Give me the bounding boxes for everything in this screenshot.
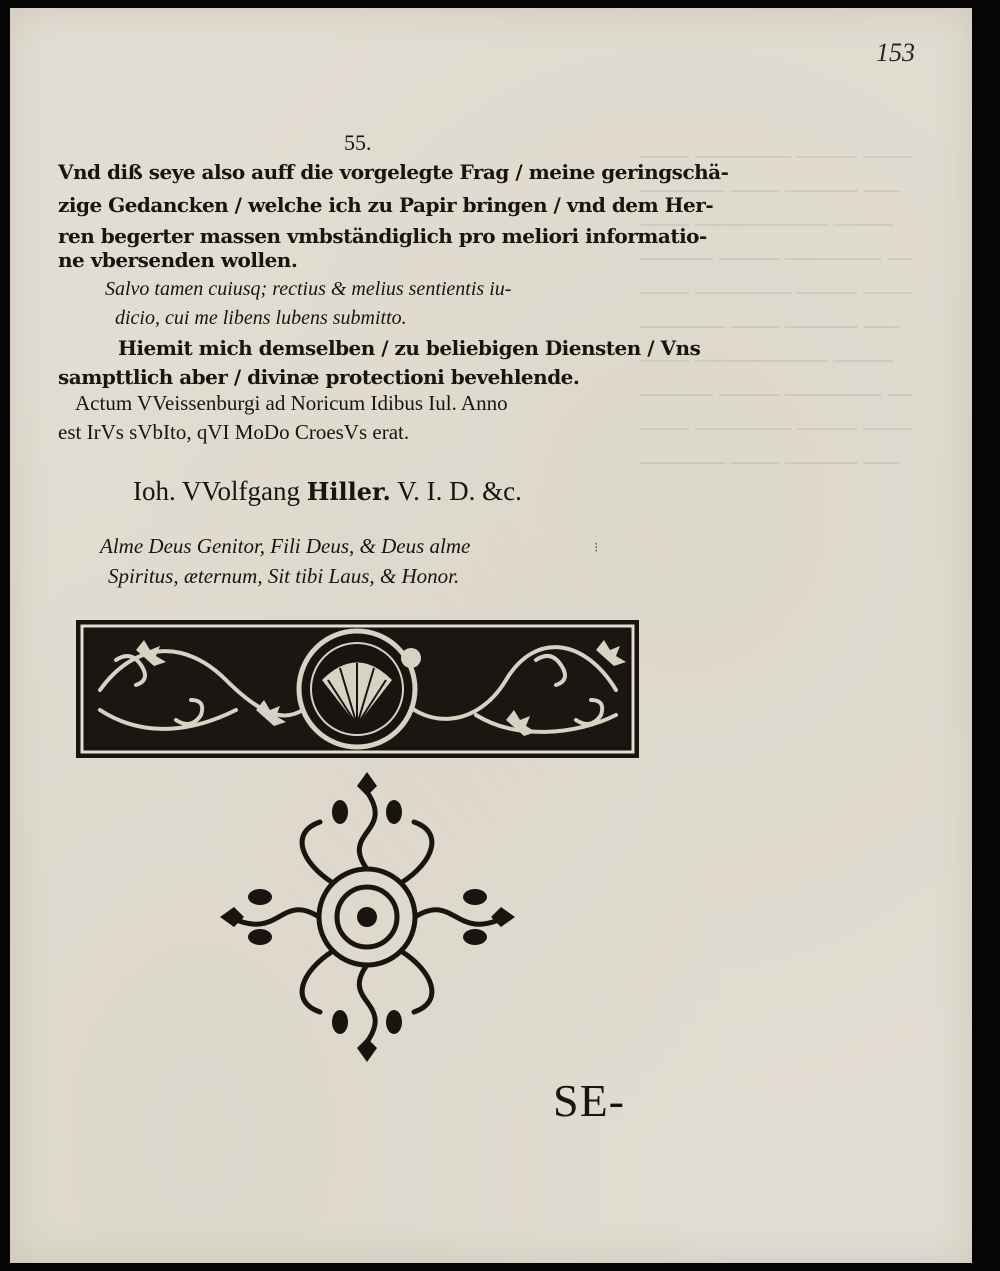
body-line-3: ren begerter massen vmbständiglich pro meliori informatio- bbox=[58, 224, 707, 248]
scrollwork-band-ornament bbox=[76, 620, 639, 758]
actum-line-1: Actum VVeissenburgi ad Noricum Idibus Iul. Anno bbox=[75, 391, 508, 415]
margin-mark: ⁝ bbox=[594, 541, 599, 556]
salvo-line-2: dicio, cui me libens lubens submitto. bbox=[115, 307, 407, 329]
body-line-1: Vnd diß seye also auff die vorgelegte Frag / meine geringschä- bbox=[58, 160, 729, 184]
doxology-line-1: Alme Deus Genitor, Fili Deus, & Deus alme bbox=[100, 534, 471, 558]
salvo-line-1: Salvo tamen cuiusq; rectius & melius sentientis iu- bbox=[105, 278, 512, 300]
body-line-2: zige Gedancken / welche ich zu Papir bringen / vnd dem Her- bbox=[58, 193, 714, 217]
signer-line bbox=[133, 476, 522, 507]
actum-line-2: est IrVs sVbIto, qVI MoDo CroesVs erat. bbox=[58, 420, 410, 444]
signer-suffix: V. I. D. &c. bbox=[390, 476, 522, 506]
closing-line-2: sampttlich aber / divinæ protectioni bevehlende. bbox=[58, 365, 580, 389]
body-line-4: ne vbersenden wollen. bbox=[58, 248, 298, 272]
signature-mark: 55. bbox=[344, 130, 372, 155]
signer-surname: Hiller. bbox=[306, 477, 391, 506]
diamond-fleuron-ornament bbox=[220, 772, 515, 1062]
closing-line-1: Hiemit mich demselben / zu beliebigen Diensten / Vns bbox=[118, 336, 701, 360]
folio-number: 153 bbox=[876, 38, 915, 67]
doxology-line-2: Spiritus, æternum, Sit tibi Laus, & Honor. bbox=[108, 564, 460, 588]
signer-prefix: Ioh. VVolfgang bbox=[133, 476, 307, 506]
catchword: SE- bbox=[553, 1075, 625, 1126]
